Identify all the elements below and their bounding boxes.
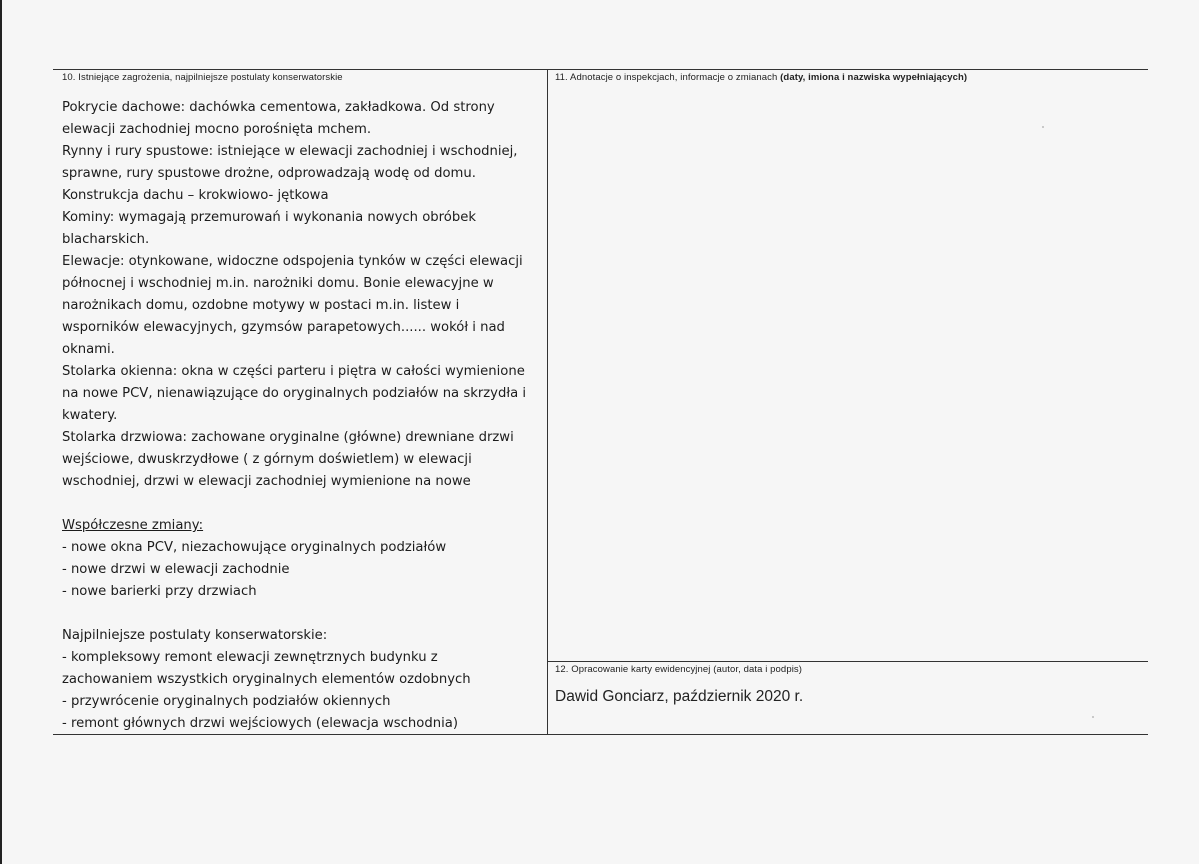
postulates-item: - remont głównych drzwi wejściowych (elewacja wschodnia)	[62, 716, 458, 731]
body-line: kwatery.	[62, 408, 118, 423]
postulates-item: - przywrócenie oryginalnych podziałów okiennych	[62, 694, 391, 709]
scan-speck	[1092, 716, 1094, 718]
changes-heading: Współczesne zmiany:	[62, 518, 204, 533]
body-line: Pokrycie dachowe: dachówka cementowa, zakładkowa. Od strony	[62, 100, 495, 115]
author-signature-line: Dawid Gonciarz, październik 2020 r.	[555, 688, 804, 705]
postulates-item: zachowaniem wszystkich oryginalnych elementów ozdobnych	[62, 672, 471, 687]
postulates-item: - kompleksowy remont elewacji zewnętrznych budynku z	[62, 650, 438, 665]
changes-item: - nowe okna PCV, niezachowujące oryginalnych podziałów	[62, 540, 447, 555]
paragraph-gap	[62, 493, 542, 515]
body-line: Stolarka okienna: okna w części parteru i piętra w całości wymienione	[62, 364, 525, 379]
body-line: na nowe PCV, nienawiązujące do oryginalnych podziałów na skrzydła i	[62, 386, 527, 401]
section10-body	[62, 97, 542, 735]
body-line: sprawne, rury spustowe drożne, odprowadzają wodę od domu.	[62, 166, 476, 181]
table-top-border	[53, 69, 1148, 70]
section12-label-text: 12. Opracowanie karty ewidencyjnej (autor, data i podpis)	[555, 664, 803, 675]
section11-label-text: 11. Adnotacje o inspekcjach, informacje o zmianach	[555, 72, 778, 83]
section11-label	[555, 72, 967, 83]
body-line: wschodniej, drzwi w elewacji zachodniej wymienione na nowe	[62, 474, 471, 489]
body-line: elewacji zachodniej mocno porośnięta mchem.	[62, 122, 372, 137]
postulates-heading: Najpilniejsze postulaty konserwatorskie:	[62, 628, 328, 643]
body-line: Elewacje: otynkowane, widoczne odspojenia tynków w części elewacji	[62, 254, 523, 269]
body-line: Kominy: wymagają przemurowań i wykonania nowych obróbek	[62, 210, 476, 225]
body-line: blacharskich.	[62, 232, 150, 247]
paragraph-gap	[62, 603, 542, 625]
column-divider	[547, 69, 548, 735]
scan-speck	[1042, 126, 1044, 128]
section10-label	[62, 72, 343, 83]
body-line: Konstrukcja dachu – krokwiowo- jętkowa	[62, 188, 329, 203]
body-line: oknami.	[62, 342, 115, 357]
body-line: narożnikach domu, ozdobne motywy w postaci m.in. listew i	[62, 298, 460, 313]
section11-label-bold: (daty, imiona i nazwiska wypełniających)	[780, 72, 968, 83]
section12-label	[555, 664, 802, 675]
body-line: wsporników elewacyjnych, gzymsów parapetowych...... wokół i nad	[62, 320, 505, 335]
section10-label-text: 10. Istniejące zagrożenia, najpilniejsze postulaty konserwatorskie	[62, 72, 343, 83]
changes-item: - nowe drzwi w elewacji zachodnie	[62, 562, 290, 577]
body-line: Stolarka drzwiowa: zachowane oryginalne (główne) drewniane drzwi	[62, 430, 514, 445]
changes-item: - nowe barierki przy drzwiach	[62, 584, 257, 599]
section12-top-border	[548, 661, 1148, 662]
body-line: Rynny i rury spustowe: istniejące w elewacji zachodniej i wschodniej,	[62, 144, 518, 159]
body-line: wejściowe, dwuskrzydłowe ( z górnym doświetlem) w elewacji	[62, 452, 472, 467]
body-line: północnej i wschodniej m.in. narożniki domu. Bonie elewacyjne w	[62, 276, 494, 291]
